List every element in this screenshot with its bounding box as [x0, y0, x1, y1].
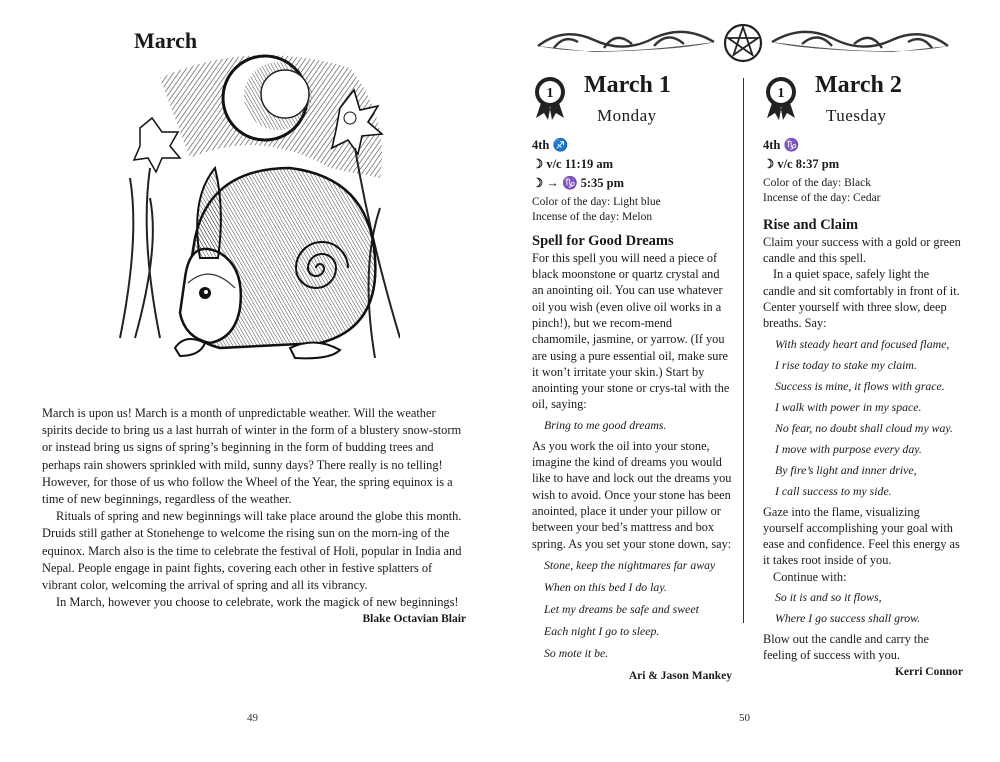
day-title: March 2 — [815, 72, 902, 98]
day-title: March 1 — [584, 72, 671, 98]
ribbon-badge-icon — [532, 76, 568, 120]
spell-title: Spell for Good Dreams — [532, 232, 674, 249]
spell-body — [763, 234, 963, 680]
day-entry-march-2 — [763, 72, 963, 680]
verse-line: Where I go success shall grow. — [775, 611, 921, 626]
spell-title: Rise and Claim — [763, 216, 859, 233]
verse-line: I move with purpose every day. — [775, 441, 922, 456]
moon-sign-change: ☽ → ♑ 5:35 pm — [532, 176, 625, 190]
spell-text: Blow out the candle and carry the feeling of success with you. — [763, 632, 929, 663]
spell-text: In a quiet space, safely light the candle and sit comfortably in front of it. Center yourself with three slow, deep breaths. Say: — [763, 267, 960, 331]
pentacle-ornament — [534, 18, 952, 68]
month-title: March — [134, 28, 198, 53]
spell-verse: Bring to me good dreams. — [544, 417, 667, 432]
spell-text: Continue with: — [773, 569, 847, 584]
badge-number: 1 — [777, 86, 785, 101]
day-incense: Incense of the day: Melon — [532, 211, 653, 224]
spell-text: For this spell you will need a piece of black moonstone or quartz crystal and an anointing oil. You can use whatever oil you wish (even olive oil works in a pinch!), but we recom-mend chamomile, jasmine, or yarrow. (If you are using a pure essential oil, make sure it won’t irritate your skin.) Start by anointing your stone or crys-tal with the oil, saying: — [532, 250, 730, 412]
intro-paragraph-2: Rituals of spring and new beginnings will take place around the globe this month. Druids still gather at Stonehenge to welcome the rising sun on the morn-ing of the equinox. March also is the time to celebrate the festival of Holi, popular in India and Nepal. People engage in paint fights, covering each other in festive splatters of vibrant color, welcoming the arrival of spring and all its vibrancy. — [42, 509, 462, 593]
verse-line: No fear, no doubt shall cloud my way. — [775, 420, 953, 435]
spell-verse — [763, 587, 963, 629]
day-color: Color of the day: Black — [763, 177, 871, 189]
verse-line: I rise today to stake my claim. — [775, 357, 917, 372]
column-divider — [743, 78, 744, 623]
day-weekday: Tuesday — [826, 106, 887, 125]
verse-line: By fire’s light and inner drive, — [775, 462, 917, 477]
verse-line: Let my dreams be safe and sweet — [544, 601, 699, 616]
spell-verse — [532, 554, 732, 664]
moon-phase: 4th ♐ — [532, 138, 569, 152]
void-of-course: ☽ v/c 11:19 am — [532, 157, 613, 171]
day-weekday: Monday — [597, 106, 657, 125]
verse-line: I call success to my side. — [775, 483, 892, 498]
intro-author: Blake Octavian Blair — [362, 613, 466, 626]
verse-line: So it is and so it flows, — [775, 590, 882, 605]
astro-info — [763, 136, 963, 174]
spell-body — [532, 250, 732, 684]
moon-phase: 4th ♑ — [763, 138, 800, 152]
spell-verse — [763, 334, 963, 502]
page-number-left: 49 — [247, 712, 258, 724]
void-of-course: ☽ v/c 8:37 pm — [763, 157, 840, 171]
verse-line: Success is mine, it flows with grace. — [775, 378, 945, 393]
day-header — [532, 72, 732, 130]
intro-paragraph-3: In March, however you choose to celebrate, work the magick of new beginnings! — [56, 595, 459, 610]
verse-line: With steady heart and focused flame, — [775, 336, 950, 351]
verse-line: I walk with power in my space. — [775, 399, 922, 414]
spell-text: Claim your success with a gold or green candle and this spell. — [763, 234, 961, 266]
verse-line: Each night I go to sleep. — [544, 623, 660, 638]
badge-number: 1 — [546, 86, 554, 101]
spell-text: Gaze into the flame, visualizing yourself accomplishing your goal with ease and confidence. Feel this energy as it takes root inside of you. — [763, 504, 960, 568]
ribbon-badge-icon — [763, 76, 799, 120]
day-color: Color of the day: Light blue — [532, 196, 661, 208]
day-entry-march-1 — [532, 72, 732, 684]
verse-line: When on this bed I do lay. — [544, 579, 667, 594]
verse-line: So mote it be. — [544, 645, 609, 660]
intro-paragraph-1: March is upon us! March is a month of unpredictable weather. Will the weather spirits decide to bring us a last hurrah of winter in the form of a blustery snow-storm or instead bring us signs of spring’s beginning in the form of budding trees and perhaps rain showers sprinkled with mild, sunny days? There really is no telling! However, for those of us who follow the Wheel of the Year, the spring equinox is a time of new beginnings, regardless of the weather. — [42, 406, 462, 507]
month-intro — [42, 405, 466, 629]
verse-line: Stone, keep the nightmares far away — [544, 557, 716, 572]
day-incense: Incense of the day: Cedar — [763, 192, 881, 205]
page-number-right: 50 — [739, 712, 750, 724]
spell-text: As you work the oil into your stone, imagine the kind of dreams you would like to have and lock out the dreams you wish to avoid. Once your stone has been anointed, place it under your pillow or between your bed’s mattress and box spring. As you set your stone down, say: — [532, 438, 732, 551]
astro-info — [532, 136, 732, 193]
hare-moon-illustration — [100, 38, 400, 388]
day-header — [763, 72, 963, 130]
spell-author: Ari & Jason Mankey — [628, 669, 732, 682]
spell-author: Kerri Connor — [894, 665, 963, 678]
